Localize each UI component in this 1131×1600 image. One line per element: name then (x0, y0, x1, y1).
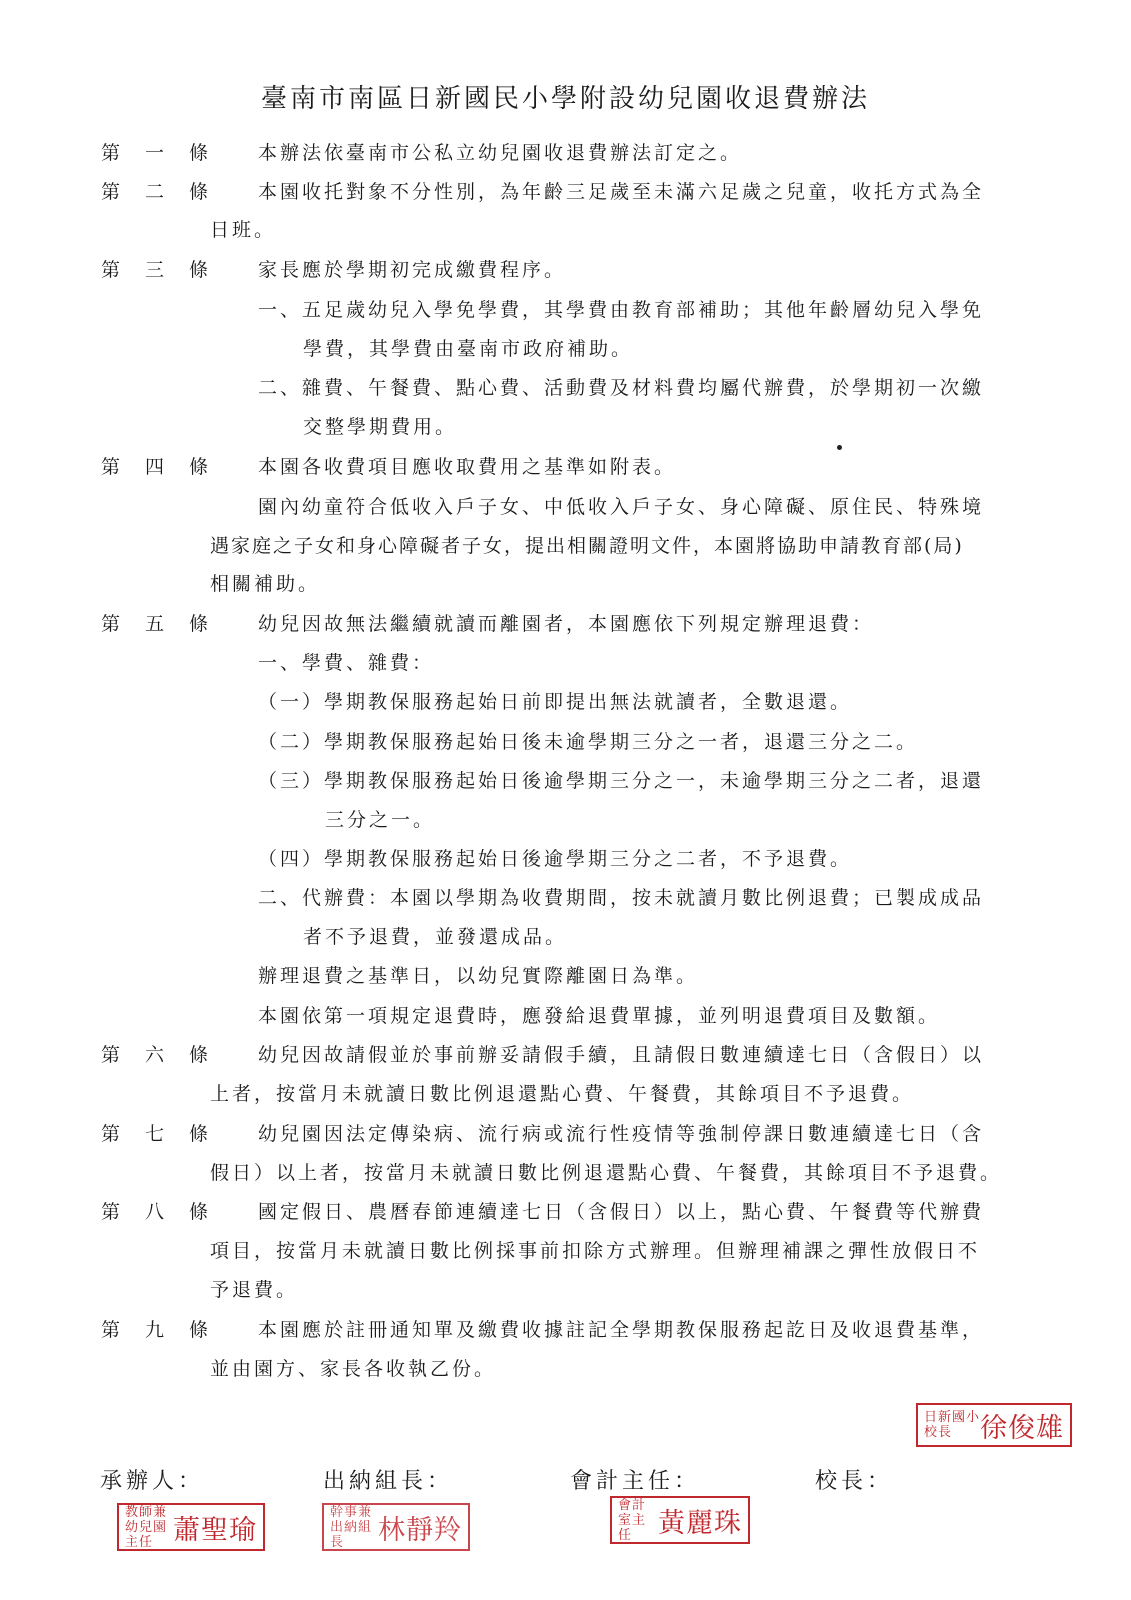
article-7-line-1: 幼兒園因法定傳染病、流行病或流行性疫情等強制停課日數連續達七日（含 (258, 1123, 985, 1145)
article-5-line-9: 者不予退費，並發還成品。 (303, 926, 568, 948)
article-8-line-2: 項目，按當月未就讀日數比例採事前扣除方式辦理。但辦理補課之彈性放假日不 (210, 1240, 981, 1262)
article-3-line-1: 家長應於學期初完成繳費程序。 (258, 259, 567, 281)
article-label-1: 第 一 條 (101, 142, 209, 164)
stamp-accounting: 會計室主任 黃麗珠 (610, 1496, 750, 1544)
article-4-line-4: 相關補助。 (210, 573, 321, 595)
article-9-line-1: 本園應於註冊通知單及繳費收據註記全學期教保服務起訖日及收退費基準， (258, 1319, 985, 1341)
article-5-line-11: 本園依第一項規定退費時，應發給退費單據，並列明退費項目及數額。 (258, 1005, 941, 1027)
article-8-line-3: 予退費。 (210, 1279, 299, 1301)
article-label-6: 第 六 條 (101, 1044, 209, 1066)
article-4-line-2: 園內幼童符合低收入戶子女、中低收入戶子女、身心障礙、原住民、特殊境 (258, 496, 985, 518)
article-label-2: 第 二 條 (101, 181, 209, 203)
ink-speck (837, 445, 842, 450)
signature-label-principal: 校長： (815, 1469, 894, 1494)
stamp-handler: 教師兼幼兒園主任 蕭聖瑜 (117, 1503, 265, 1551)
article-6-line-2: 上者，按當月未就讀日數比例退還點心費、午餐費，其餘項目不予退費。 (210, 1083, 915, 1105)
stamp-principal: 日新國小校長 徐俊雄 (916, 1403, 1072, 1447)
article-1-line-1: 本辦法依臺南市公私立幼兒園收退費辦法訂定之。 (258, 142, 743, 164)
article-9-line-2: 並由園方、家長各收執乙份。 (210, 1358, 497, 1380)
article-5-line-3: （一）學期教保服務起始日前即提出無法就讀者，全數退還。 (258, 691, 853, 713)
article-3-line-5: 交整學期費用。 (303, 416, 458, 438)
article-5-line-6: 三分之一。 (325, 809, 436, 831)
article-2-line-1: 本園收托對象不分性別，為年齡三足歲至未滿六足歲之兒童，收托方式為全 (258, 181, 985, 203)
article-2-line-2: 日班。 (210, 219, 277, 241)
article-7-line-2: 假日）以上者，按當月未就讀日數比例退還點心費、午餐費，其餘項目不予退費。 (210, 1162, 1003, 1184)
article-5-line-8: 二、代辦費：本園以學期為收費期間，按未就讀月數比例退費；已製成成品 (258, 887, 985, 909)
article-6-line-1: 幼兒因故請假並於事前辦妥請假手續，且請假日數連續達七日（含假日）以 (258, 1044, 985, 1066)
article-3-line-3: 學費，其學費由臺南市政府補助。 (303, 338, 634, 360)
article-label-7: 第 七 條 (101, 1123, 209, 1145)
article-3-line-4: 二、雜費、午餐費、點心費、活動費及材料費均屬代辦費，於學期初一次繳 (258, 377, 985, 399)
article-8-line-1: 國定假日、農曆春節連續達七日（含假日）以上，點心費、午餐費等代辦費 (258, 1201, 985, 1223)
article-5-line-1: 幼兒因故無法繼續就讀而離園者，本園應依下列規定辦理退費： (258, 613, 875, 635)
article-5-line-2: 一、學費、雜費： (258, 652, 435, 674)
article-label-9: 第 九 條 (101, 1319, 209, 1341)
article-5-line-7: （四）學期教保服務起始日後逾學期三分之二者，不予退費。 (258, 848, 853, 870)
article-3-line-2: 一、五足歲幼兒入學免學費，其學費由教育部補助；其他年齡層幼兒入學免 (258, 299, 985, 321)
article-label-8: 第 八 條 (101, 1201, 209, 1223)
article-label-3: 第 三 條 (101, 259, 209, 281)
document-title: 臺南市南區日新國民小學附設幼兒園收退費辦法 (260, 84, 870, 114)
signature-label-accounting: 會計主任： (570, 1469, 701, 1494)
stamp-cashier: 幹事兼出納組長 林靜羚 (322, 1503, 470, 1551)
article-label-4: 第 四 條 (101, 456, 209, 478)
article-5-line-4: （二）學期教保服務起始日後未逾學期三分之一者，退還三分之二。 (258, 731, 919, 753)
article-5-line-10: 辦理退費之基準日，以幼兒實際離園日為準。 (258, 965, 699, 987)
article-label-5: 第 五 條 (101, 613, 209, 635)
article-4-line-3: 遇家庭之子女和身心障礙者子女，提出相關證明文件，本園將協助申請教育部(局) (210, 535, 964, 557)
signature-label-handler: 承辦人： (100, 1469, 205, 1494)
article-5-line-5: （三）學期教保服務起始日後逾學期三分之一，未逾學期三分之二者，退還 (258, 770, 985, 792)
signature-label-cashier: 出納組長： (323, 1469, 454, 1494)
article-4-line-1: 本園各收費項目應收取費用之基準如附表。 (258, 456, 677, 478)
